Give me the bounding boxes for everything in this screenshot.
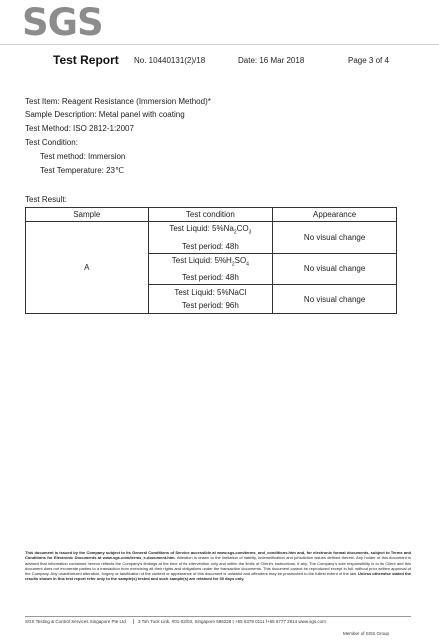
test-liquid: Test Liquid: 5%NaCl [174, 288, 247, 298]
condition-cell [148, 253, 273, 285]
test-liquid: Test Liquid: $5\%Na_2CO_3$ [169, 224, 252, 236]
page-indicator: Page 3 of 4 [348, 56, 389, 65]
condition-cell [148, 285, 273, 314]
footer-company: SGS Testing & Control Services Singapore Pte Ltd [25, 619, 126, 624]
sample-cell: A [26, 222, 149, 314]
disclaimer-retention: Unless otherwise stated the results shown in this test report refer only to the sample(s) tested and such sample(s) are retained for 30 days only. [25, 571, 412, 582]
disclaimer-e-terms: and, for electronic format documents, subject to Terms and Conditions for Electronic Documents at www.sgs.com/terms_e-document.htm. [25, 550, 411, 561]
sgs-logo: SGS [22, 1, 103, 44]
sample-description: Sample Description: Metal panel with coating [25, 110, 185, 119]
test-method: Test Method: ISO 2812-1:2007 [25, 124, 134, 133]
footer-address: 3 Toh Tuck Link, #01-02/03, Singapore 596228 t +65 6379 0111 f+65 6777 2914 www.sgs.com [133, 619, 326, 624]
condition-cell [148, 222, 273, 254]
appearance-cell: No visual change [273, 222, 397, 254]
appearance-cell: No visual change [273, 253, 397, 285]
header-test-condition: Test condition [148, 208, 273, 222]
test-period: Test period: 48h [181, 273, 239, 283]
test-condition-label: Test Condition: [25, 138, 78, 147]
header-appearance: Appearance [273, 208, 397, 222]
test-period: Test period: 96h [181, 301, 239, 311]
condition-temperature: Test Temperature: 23℃ [40, 166, 124, 175]
condition-method: Test method: Immersion [40, 152, 126, 161]
footer-divider [25, 616, 411, 617]
test-period: Test period: 48h [181, 241, 239, 251]
report-number: No. 10440131(2)/18 [134, 56, 206, 65]
header-divider [0, 44, 439, 45]
report-title: Test Report [53, 53, 119, 67]
results-table [25, 207, 397, 314]
test-result-label: Test Result: [25, 195, 67, 204]
test-liquid: Test Liquid: $5\%H_2SO_4$ [171, 255, 249, 268]
appearance-cell: No visual change [273, 285, 397, 314]
disclaimer-terms: This document is issued by the Company subject to its General Conditions of Service accessible at www.sgs.com/terms_and_conditions.htm [25, 550, 296, 555]
table-header-row [26, 208, 397, 222]
header-sample: Sample [26, 208, 149, 222]
disclaimer-body: Attention is drawn to the limitation of liability, indemnification and jurisdiction issues defined therein. Any holder of this document is advised that information contained hereon reflects the Company's findings at the time of its intervention only and within the limits of Client's instructions, if any. The Company's sole responsibility is to its Client and this document does not exonerate parties to a transaction from exercising all their rights and obligations under the transaction documents. This document cannot be reproduced except in full, without prior written approval of the Company. Any unauthorized alteration, forgery or falsification of the content or appearance of this document is unlawful and offenders may be prosecuted to the fullest extent of the law. [25, 555, 412, 577]
footer-member: Member of SGS Group [343, 631, 390, 636]
legal-disclaimer [25, 550, 411, 582]
table-row [26, 222, 397, 254]
report-date: Date: 16 Mar 2018 [238, 56, 305, 65]
test-item: Test Item: Reagent Resistance (Immersion Method)* [25, 97, 211, 106]
